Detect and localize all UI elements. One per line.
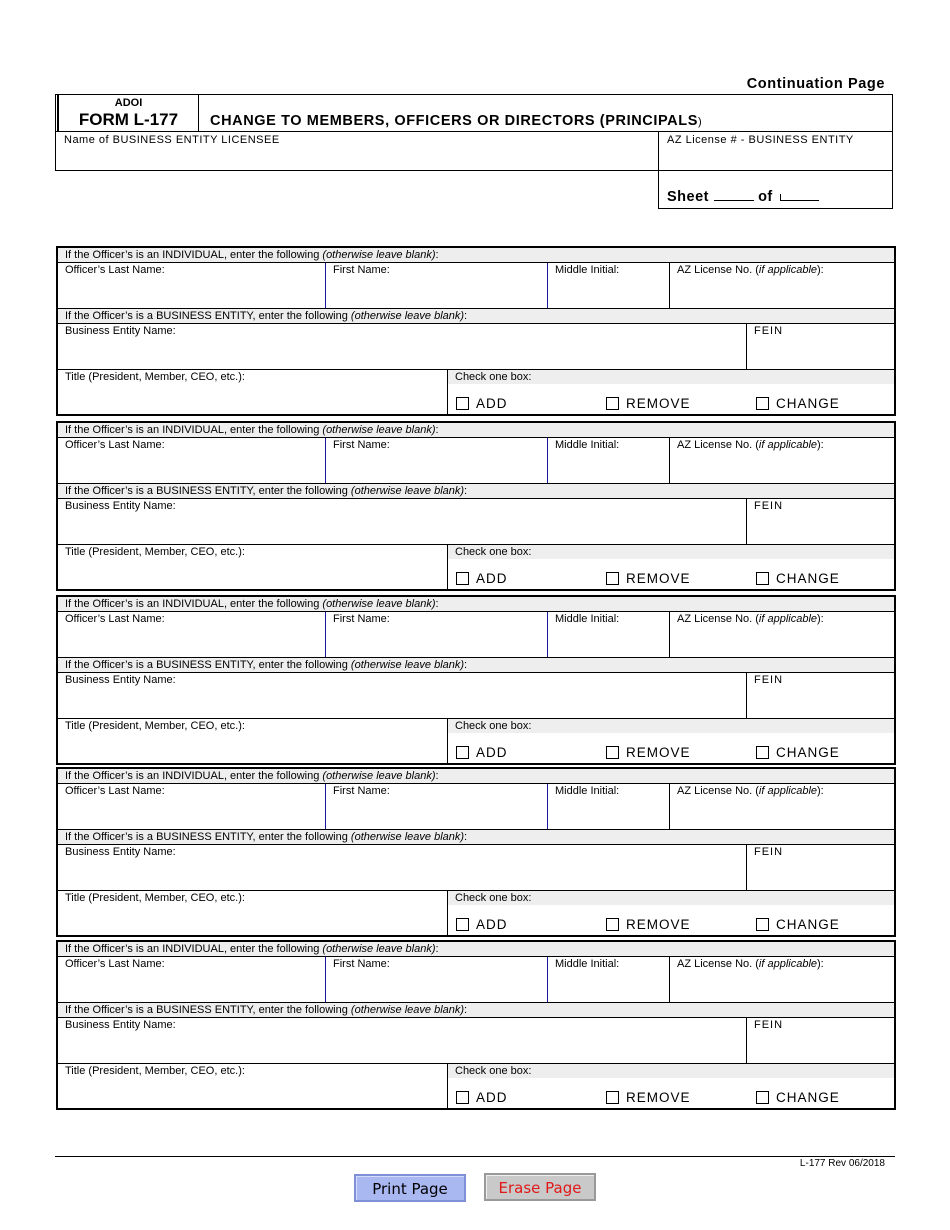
middle-initial-label: Middle Initial: xyxy=(555,785,620,797)
first-name-field[interactable] xyxy=(326,957,547,1002)
revision-label: L-177 Rev 06/2018 xyxy=(799,1158,885,1169)
add-checkbox[interactable] xyxy=(456,1090,508,1105)
middle-initial-field[interactable] xyxy=(548,784,669,829)
check-one-area xyxy=(448,370,894,414)
checkbox-square[interactable] xyxy=(606,397,619,410)
individual-band xyxy=(58,423,894,438)
change-checkbox[interactable] xyxy=(756,917,840,932)
individual-band xyxy=(58,942,894,957)
individual-band-italic: (otherwise leave blank) xyxy=(322,943,436,955)
business-band xyxy=(58,1003,894,1018)
az-license-suffix: ): xyxy=(817,958,824,970)
change-label: CHANGE xyxy=(776,396,840,411)
change-checkbox[interactable] xyxy=(756,396,840,411)
individual-band-suffix: : xyxy=(435,943,439,955)
continuation-page-label: Continuation Page xyxy=(746,76,885,92)
business-band-italic: (otherwise leave blank) xyxy=(350,485,465,497)
licensee-az-license-box xyxy=(658,132,893,209)
sheet-label: Sheet xyxy=(667,189,709,205)
az-license-label xyxy=(677,264,824,276)
add-checkbox[interactable] xyxy=(456,571,508,586)
business-band-prefix: If the Officer’s is a BUSINESS ENTITY, enter the following xyxy=(65,659,351,671)
middle-initial-field[interactable] xyxy=(548,263,669,308)
individual-band-prefix: If the Officer’s is an INDIVIDUAL, enter the following xyxy=(65,943,323,955)
middle-initial-label: Middle Initial: xyxy=(555,439,620,451)
sheet-indicator xyxy=(667,189,819,205)
az-license-label xyxy=(677,785,824,797)
business-band xyxy=(58,309,894,324)
individual-band-prefix: If the Officer’s is an INDIVIDUAL, enter the following xyxy=(65,598,323,610)
checkbox-square[interactable] xyxy=(756,918,769,931)
fein-field[interactable] xyxy=(747,673,894,718)
check-one-area xyxy=(448,1064,894,1108)
form-id-box xyxy=(57,95,199,131)
business-entity-name-field[interactable] xyxy=(58,324,746,369)
remove-checkbox[interactable] xyxy=(606,1090,691,1105)
checkbox-square[interactable] xyxy=(606,1091,619,1104)
az-license-prefix: AZ License No. ( xyxy=(677,785,759,797)
check-one-label: Check one box: xyxy=(455,546,532,558)
checkbox-square[interactable] xyxy=(606,572,619,585)
checkbox-square[interactable] xyxy=(756,572,769,585)
title-field[interactable] xyxy=(58,891,447,935)
last-name-label: Officer’s Last Name: xyxy=(65,785,165,797)
footer-divider xyxy=(55,1156,895,1157)
title-field[interactable] xyxy=(58,1064,447,1108)
add-label: ADD xyxy=(476,745,508,760)
individual-band-italic: (otherwise leave blank) xyxy=(322,249,436,261)
licensee-az-license-label: AZ License # - BUSINESS ENTITY xyxy=(667,134,854,146)
check-one-label: Check one box: xyxy=(455,371,532,383)
business-band xyxy=(58,830,894,845)
business-band-suffix: : xyxy=(464,310,468,322)
business-entity-name-label: Business Entity Name: xyxy=(65,500,176,512)
add-label: ADD xyxy=(476,396,508,411)
last-name-field[interactable] xyxy=(58,784,325,829)
checkbox-square[interactable] xyxy=(456,918,469,931)
az-license-field[interactable] xyxy=(670,957,894,1002)
licensee-name-label: Name of BUSINESS ENTITY LICENSEE xyxy=(64,134,280,146)
business-band-suffix: : xyxy=(464,1004,468,1016)
business-entity-name-field[interactable] xyxy=(58,1018,746,1063)
middle-initial-label: Middle Initial: xyxy=(555,958,620,970)
fein-label: FEIN xyxy=(754,846,784,858)
title-label: Title (President, Member, CEO, etc.): xyxy=(65,720,245,732)
business-band-prefix: If the Officer’s is a BUSINESS ENTITY, enter the following xyxy=(65,1004,351,1016)
title-label: Title (President, Member, CEO, etc.): xyxy=(65,892,245,904)
individual-band-suffix: : xyxy=(435,424,439,436)
last-name-field[interactable] xyxy=(58,263,325,308)
add-label: ADD xyxy=(476,917,508,932)
az-license-field[interactable] xyxy=(670,438,894,483)
checkbox-square[interactable] xyxy=(756,1091,769,1104)
az-license-italic: if applicable xyxy=(758,785,818,797)
az-license-prefix: AZ License No. ( xyxy=(677,439,759,451)
middle-initial-field[interactable] xyxy=(548,438,669,483)
form-number: FORM L-177 xyxy=(78,110,179,129)
check-one-label: Check one box: xyxy=(455,1065,532,1077)
fein-label: FEIN xyxy=(754,325,784,337)
check-one-area xyxy=(448,891,894,935)
first-name-label: First Name: xyxy=(333,958,390,970)
first-name-field[interactable] xyxy=(326,612,547,657)
business-entity-name-label: Business Entity Name: xyxy=(65,325,176,337)
checkbox-square[interactable] xyxy=(456,397,469,410)
business-entity-name-field[interactable] xyxy=(58,673,746,718)
title-label: Title (President, Member, CEO, etc.): xyxy=(65,371,245,383)
az-license-suffix: ): xyxy=(817,785,824,797)
az-license-label xyxy=(677,439,824,451)
officer-block xyxy=(56,421,896,591)
az-license-field[interactable] xyxy=(670,263,894,308)
az-license-prefix: AZ License No. ( xyxy=(677,613,759,625)
officer-block xyxy=(56,595,896,765)
add-label: ADD xyxy=(476,571,508,586)
check-one-label: Check one box: xyxy=(455,892,532,904)
last-name-field[interactable] xyxy=(58,612,325,657)
change-label: CHANGE xyxy=(776,745,840,760)
print-page-button[interactable]: Print Page xyxy=(354,1174,466,1202)
change-label: CHANGE xyxy=(776,571,840,586)
add-checkbox[interactable] xyxy=(456,745,508,760)
az-license-field[interactable] xyxy=(670,784,894,829)
fein-field[interactable] xyxy=(747,845,894,890)
fein-label: FEIN xyxy=(754,500,784,512)
fein-field[interactable] xyxy=(747,324,894,369)
business-band-prefix: If the Officer’s is a BUSINESS ENTITY, enter the following xyxy=(65,310,351,322)
middle-initial-field[interactable] xyxy=(548,957,669,1002)
fein-field[interactable] xyxy=(747,499,894,544)
checkbox-square[interactable] xyxy=(606,746,619,759)
fein-field[interactable] xyxy=(747,1018,894,1063)
checkbox-square[interactable] xyxy=(456,746,469,759)
middle-initial-field[interactable] xyxy=(548,612,669,657)
sheet-total-field[interactable] xyxy=(780,194,819,201)
check-one-label: Check one box: xyxy=(455,720,532,732)
business-entity-name-label: Business Entity Name: xyxy=(65,1019,176,1031)
last-name-field[interactable] xyxy=(58,957,325,1002)
first-name-field[interactable] xyxy=(326,438,547,483)
last-name-label: Officer’s Last Name: xyxy=(65,264,165,276)
last-name-field[interactable] xyxy=(58,438,325,483)
divider xyxy=(659,170,892,171)
fein-label: FEIN xyxy=(754,674,784,686)
az-license-label xyxy=(677,958,824,970)
individual-band xyxy=(58,597,894,612)
erase-page-button[interactable]: Erase Page xyxy=(484,1173,596,1201)
first-name-label: First Name: xyxy=(333,613,390,625)
individual-band xyxy=(58,248,894,263)
licensee-name-field[interactable] xyxy=(55,132,659,171)
remove-label: REMOVE xyxy=(626,1090,691,1105)
first-name-field[interactable] xyxy=(326,263,547,308)
individual-band-prefix: If the Officer’s is an INDIVIDUAL, enter the following xyxy=(65,249,323,261)
az-license-prefix: AZ License No. ( xyxy=(677,958,759,970)
last-name-label: Officer’s Last Name: xyxy=(65,613,165,625)
change-checkbox[interactable] xyxy=(756,745,840,760)
business-entity-name-field[interactable] xyxy=(58,845,746,890)
add-checkbox[interactable] xyxy=(456,917,508,932)
remove-checkbox[interactable] xyxy=(606,396,691,411)
remove-checkbox[interactable] xyxy=(606,745,691,760)
business-band-suffix: : xyxy=(464,831,468,843)
checkbox-square[interactable] xyxy=(456,1091,469,1104)
licensee-row xyxy=(55,132,893,209)
checkbox-square[interactable] xyxy=(756,397,769,410)
checkbox-square[interactable] xyxy=(756,746,769,759)
first-name-field[interactable] xyxy=(326,784,547,829)
of-label: of xyxy=(758,189,773,205)
middle-initial-label: Middle Initial: xyxy=(555,613,620,625)
az-license-field[interactable] xyxy=(670,612,894,657)
business-band xyxy=(58,658,894,673)
change-label: CHANGE xyxy=(776,1090,840,1105)
check-one-area xyxy=(448,719,894,763)
individual-band-prefix: If the Officer’s is an INDIVIDUAL, enter the following xyxy=(65,424,323,436)
remove-label: REMOVE xyxy=(626,396,691,411)
officer-block xyxy=(56,246,896,416)
title-label: Title (President, Member, CEO, etc.): xyxy=(65,1065,245,1077)
officer-block xyxy=(56,940,896,1110)
title-field[interactable] xyxy=(58,370,447,414)
individual-band-suffix: : xyxy=(435,770,439,782)
business-band-suffix: : xyxy=(464,659,468,671)
form-title-close: ) xyxy=(697,116,703,128)
form-title-text: CHANGE TO MEMBERS, OFFICERS OR DIRECTORS (PRINCIPALS xyxy=(210,113,698,129)
individual-band-suffix: : xyxy=(435,598,439,610)
last-name-label: Officer’s Last Name: xyxy=(65,439,165,451)
check-one-area xyxy=(448,545,894,589)
business-band-italic: (otherwise leave blank) xyxy=(350,831,465,843)
add-label: ADD xyxy=(476,1090,508,1105)
business-entity-name-label: Business Entity Name: xyxy=(65,674,176,686)
add-checkbox[interactable] xyxy=(456,396,508,411)
sheet-number-field[interactable] xyxy=(714,190,754,201)
business-entity-name-label: Business Entity Name: xyxy=(65,846,176,858)
middle-initial-label: Middle Initial: xyxy=(555,264,620,276)
az-license-suffix: ): xyxy=(817,439,824,451)
remove-checkbox[interactable] xyxy=(606,571,691,586)
business-entity-name-field[interactable] xyxy=(58,499,746,544)
business-band xyxy=(58,484,894,499)
business-band-italic: (otherwise leave blank) xyxy=(350,310,465,322)
az-license-suffix: ): xyxy=(817,613,824,625)
change-label: CHANGE xyxy=(776,917,840,932)
az-license-suffix: ): xyxy=(817,264,824,276)
first-name-label: First Name: xyxy=(333,439,390,451)
title-field[interactable] xyxy=(58,719,447,763)
az-license-italic: if applicable xyxy=(758,958,818,970)
individual-band xyxy=(58,769,894,784)
change-checkbox[interactable] xyxy=(756,1090,840,1105)
individual-band-italic: (otherwise leave blank) xyxy=(322,770,436,782)
business-band-italic: (otherwise leave blank) xyxy=(350,659,465,671)
officer-block xyxy=(56,767,896,937)
title-field[interactable] xyxy=(58,545,447,589)
business-band-prefix: If the Officer’s is a BUSINESS ENTITY, enter the following xyxy=(65,485,351,497)
remove-label: REMOVE xyxy=(626,745,691,760)
first-name-label: First Name: xyxy=(333,785,390,797)
az-license-label xyxy=(677,613,824,625)
az-license-italic: if applicable xyxy=(758,613,818,625)
business-band-suffix: : xyxy=(464,485,468,497)
remove-label: REMOVE xyxy=(626,917,691,932)
title-label: Title (President, Member, CEO, etc.): xyxy=(65,546,245,558)
remove-checkbox[interactable] xyxy=(606,917,691,932)
individual-band-italic: (otherwise leave blank) xyxy=(322,424,436,436)
individual-band-prefix: If the Officer’s is an INDIVIDUAL, enter the following xyxy=(65,770,323,782)
fein-label: FEIN xyxy=(754,1019,784,1031)
az-license-italic: if applicable xyxy=(758,439,818,451)
business-band-italic: (otherwise leave blank) xyxy=(350,1004,465,1016)
business-band-prefix: If the Officer’s is a BUSINESS ENTITY, enter the following xyxy=(65,831,351,843)
agency-label: ADOI xyxy=(114,97,143,109)
az-license-italic: if applicable xyxy=(758,264,818,276)
last-name-label: Officer’s Last Name: xyxy=(65,958,165,970)
individual-band-italic: (otherwise leave blank) xyxy=(322,598,436,610)
remove-label: REMOVE xyxy=(626,571,691,586)
checkbox-square[interactable] xyxy=(606,918,619,931)
az-license-prefix: AZ License No. ( xyxy=(677,264,759,276)
individual-band-suffix: : xyxy=(435,249,439,261)
change-checkbox[interactable] xyxy=(756,571,840,586)
form-title xyxy=(210,113,702,129)
checkbox-square[interactable] xyxy=(456,572,469,585)
first-name-label: First Name: xyxy=(333,264,390,276)
